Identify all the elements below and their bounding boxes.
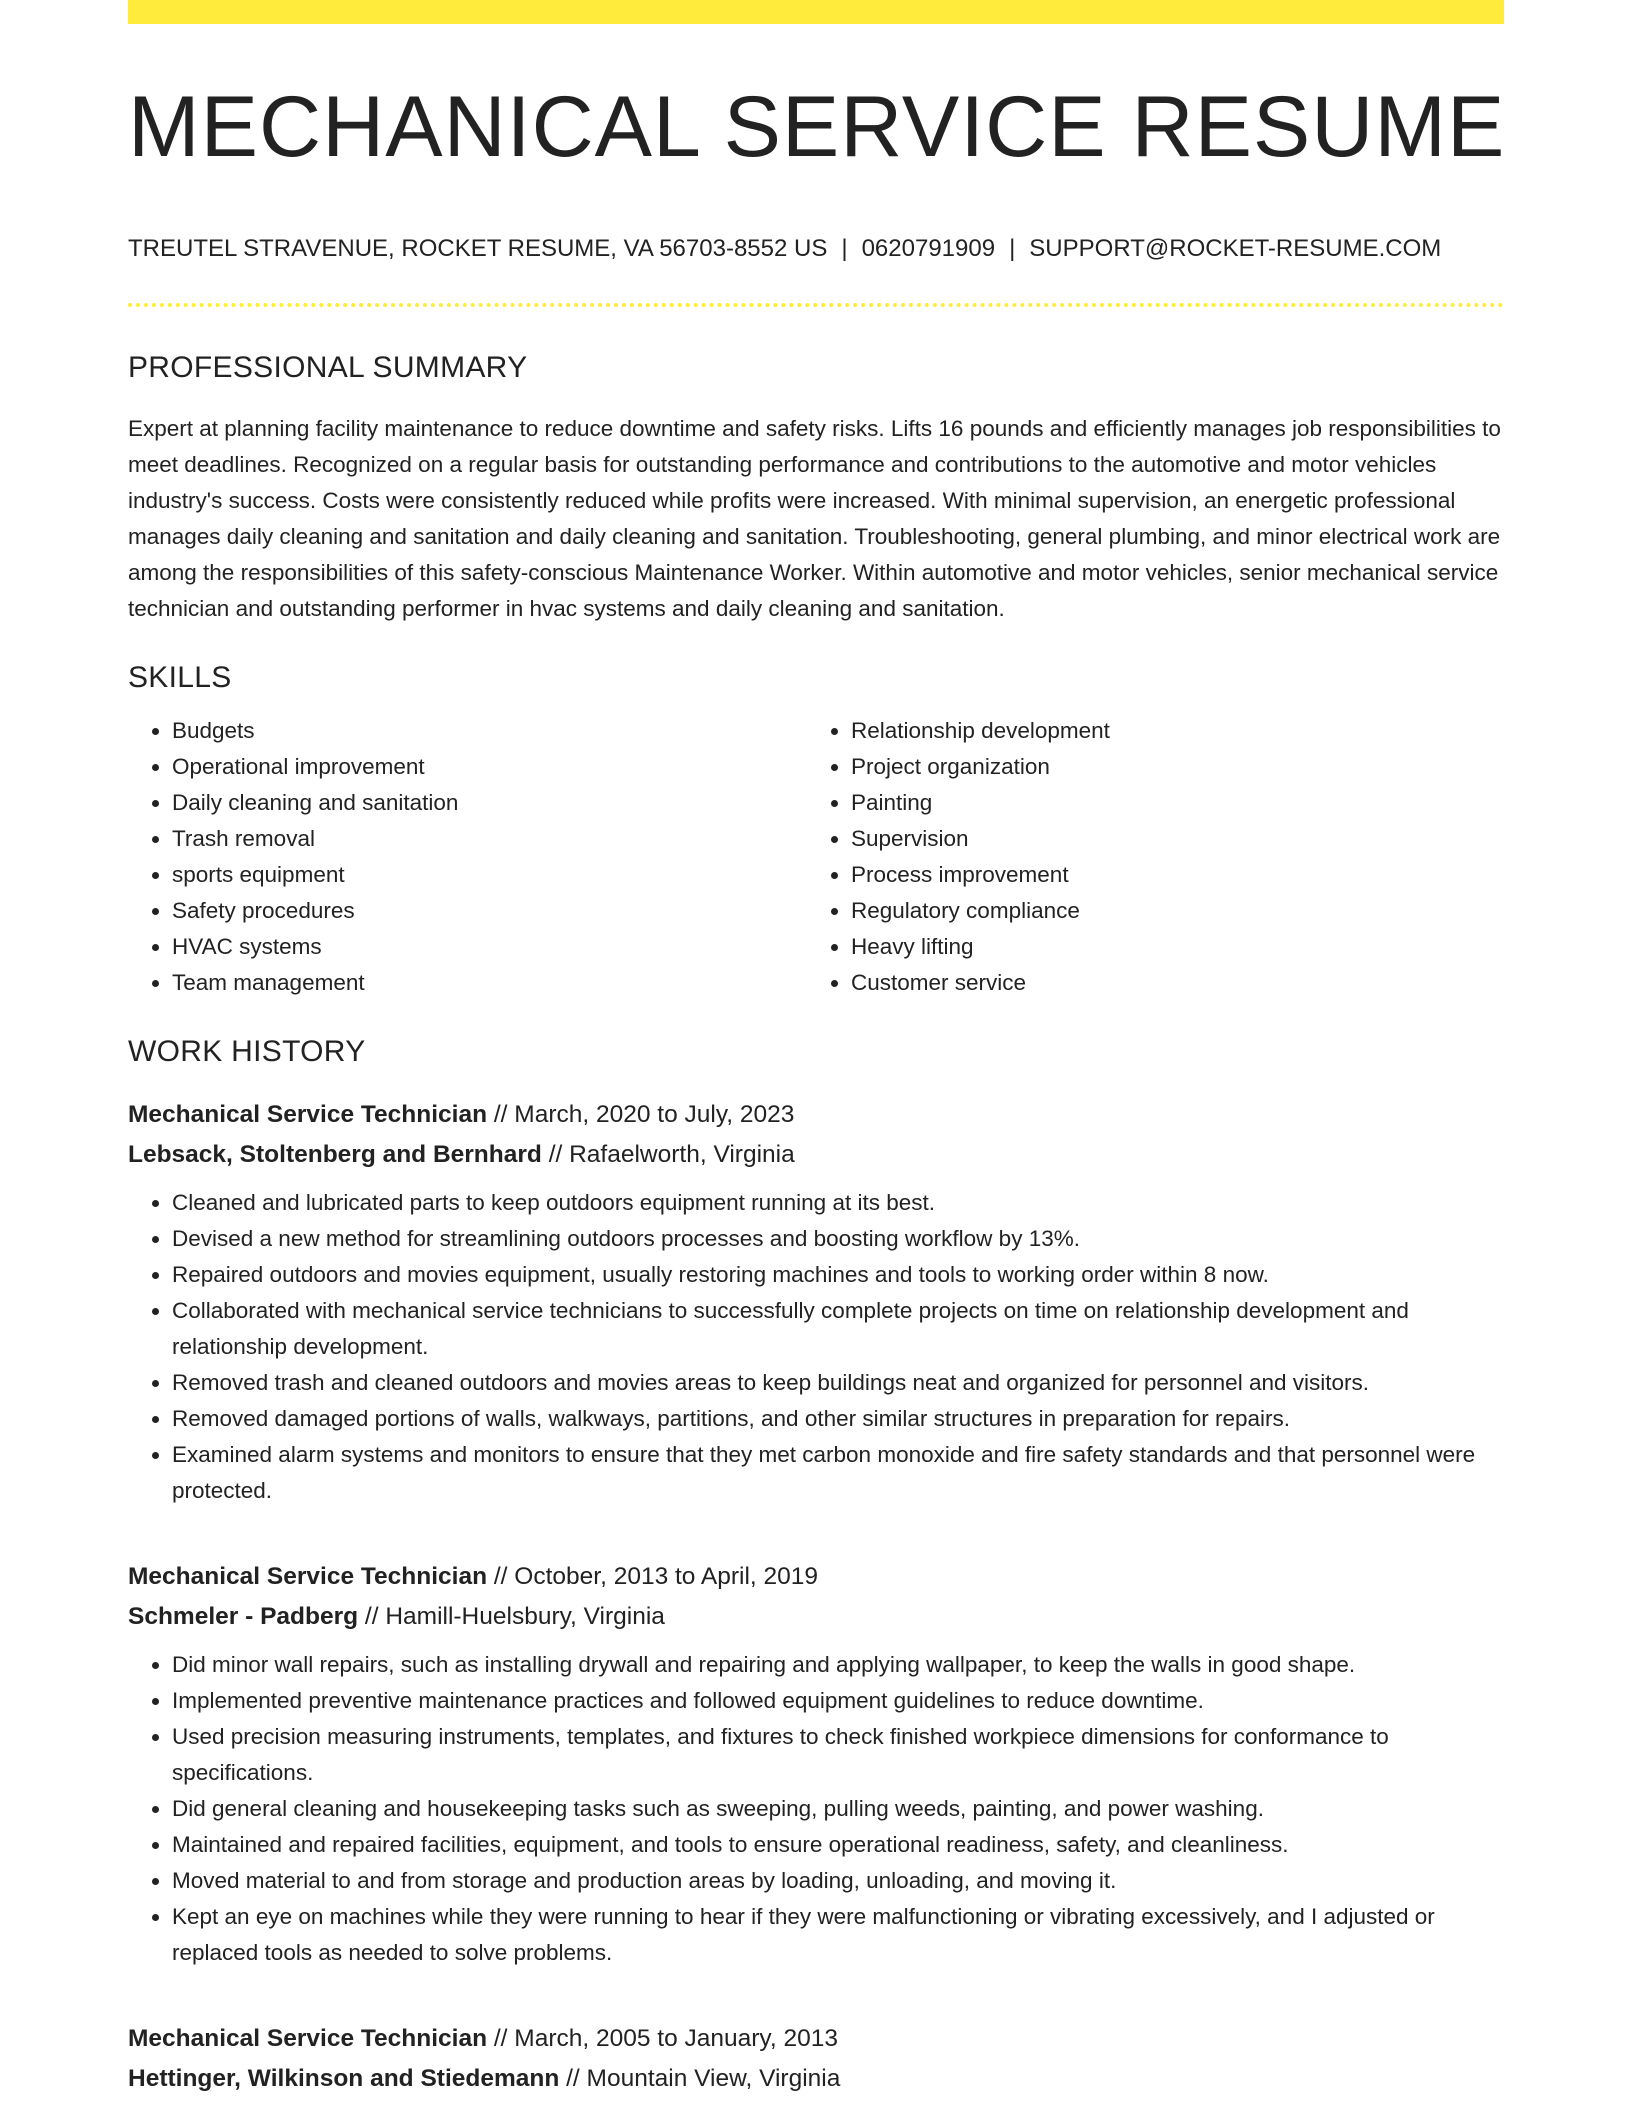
summary-heading: PROFESSIONAL SUMMARY [128,350,528,384]
job-bullet: • Removed damaged portions of walls, walkways, partitions, and other similar structures in preparation for repairs. [172,1401,1504,1437]
skill-item: • Painting [851,785,1486,821]
job-location: // Rafaelworth, Virginia [548,1140,795,1168]
work-history-heading: WORK HISTORY [128,1034,366,1068]
skill-item: • Process improvement [851,857,1486,893]
resume-page [128,0,1504,2099]
skill-item: • Project organization [851,749,1486,785]
contact-separator: | [1009,234,1016,262]
job-bullet: • Cleaned and lubricated parts to keep outdoors equipment running at its best. [172,1185,1504,1221]
contact-line [128,235,1504,263]
job-entry [128,2019,1504,2099]
job-bullet: • Did minor wall repairs, such as installing drywall and repairing and applying wallpaper, to keep the walls in good shape. [172,1647,1504,1683]
job-location: // Hamill-Huelsbury, Virginia [364,1602,665,1630]
job-company: Schmeler - Padberg [128,1602,359,1630]
job-bullet: • Implemented preventive maintenance practices and followed equipment guidelines to reduce downtime. [172,1683,1504,1719]
summary-text: Expert at planning facility maintenance to reduce downtime and safety risks. Lifts 16 pounds and efficiently manages job responsibilities to meet deadlines. Recognized on a regular basis for outstanding performance and contributions to the automotive and motor vehicles industry's success. Costs were consistently reduced while profits were increased. With minimal supervision, an energetic professional manages daily cleaning and sanitation and daily cleaning and sanitation. Troubleshooting, general plumbing, and minor electrical work are among the responsibilities of this safety-conscious Maintenance Worker. Within automotive and motor vehicles, senior mechanical service technician and outstanding performer in hvac systems and daily cleaning and sanitation. [128,415,1501,621]
job-bullet: • Examined alarm systems and monitors to ensure that they met carbon monoxide and fire safety standards and that personnel were protected. [172,1437,1504,1509]
job-bullet: • Used precision measuring instruments, templates, and fixtures to check finished workpiece dimensions for conformance to specifications. [172,1719,1504,1791]
job-role: Mechanical Service Technician [128,1100,488,1128]
job-bullet: • Collaborated with mechanical service technicians to successfully complete projects on time on relationship development and relationship development. [172,1293,1504,1365]
skills-column-left [128,713,807,1001]
email[interactable]: SUPPORT@ROCKET-RESUME.COM [1029,234,1442,262]
contact-separator: | [841,234,848,262]
skill-item: • sports equipment [172,857,807,893]
job-bullet: • Kept an eye on machines while they were running to hear if they were malfunctioning or vibrating excessively, and I adjusted or replaced tools as needed to solve problems. [172,1899,1504,1971]
job-company-line [128,2059,1504,2099]
top-accent-bar [128,0,1504,24]
job-role-line [128,2019,1504,2059]
job-company: Hettinger, Wilkinson and Stiedemann [128,2064,560,2092]
job-dates: // March, 2020 to July, 2023 [493,1100,795,1128]
job-entry [128,1095,1504,1509]
skills-column-right [807,713,1486,1001]
skill-item: • Supervision [851,821,1486,857]
skill-item: • HVAC systems [172,929,807,965]
job-bullets [128,1185,1504,1509]
job-bullet: • Moved material to and from storage and production areas by loading, unloading, and moving it. [172,1863,1504,1899]
skill-item: • Safety procedures [172,893,807,929]
skill-item: • Budgets [172,713,807,749]
skill-item: • Team management [172,965,807,1001]
job-company: Lebsack, Stoltenberg and Bernhard [128,1140,542,1168]
skill-item: • Daily cleaning and sanitation [172,785,807,821]
job-role-line [128,1095,1504,1135]
job-role: Mechanical Service Technician [128,1562,488,1590]
job-company-line [128,1597,1504,1637]
job-dates: // March, 2005 to January, 2013 [493,2024,838,2052]
job-bullets [128,1647,1504,1971]
job-bullet: • Removed trash and cleaned outdoors and movies areas to keep buildings neat and organized for personnel and visitors. [172,1365,1504,1401]
job-bullet: • Repaired outdoors and movies equipment, usually restoring machines and tools to working order within 8 now. [172,1257,1504,1293]
dotted-divider [128,303,1504,307]
job-bullet: • Devised a new method for streamlining outdoors processes and boosting workflow by 13%. [172,1221,1504,1257]
job-location: // Mountain View, Virginia [566,2064,841,2092]
job-company-line [128,1135,1504,1175]
address: TREUTEL STRAVENUE, ROCKET RESUME, VA 56703-8552 US [128,234,828,262]
skill-item: • Relationship development [851,713,1486,749]
skills-list [128,713,1504,1001]
job-dates: // October, 2013 to April, 2019 [493,1562,819,1590]
skill-item: • Trash removal [172,821,807,857]
phone: 0620791909 [861,234,996,262]
resume-title: MECHANICAL SERVICE RESUME [128,79,1506,175]
skill-item: • Customer service [851,965,1486,1001]
job-bullet: • Did general cleaning and housekeeping tasks such as sweeping, pulling weeds, painting, and power washing. [172,1791,1504,1827]
skill-item: • Regulatory compliance [851,893,1486,929]
job-bullet: • Maintained and repaired facilities, equipment, and tools to ensure operational readiness, safety, and cleanliness. [172,1827,1504,1863]
skills-heading: SKILLS [128,660,232,694]
skill-item: • Operational improvement [172,749,807,785]
job-role: Mechanical Service Technician [128,2024,488,2052]
skill-item: • Heavy lifting [851,929,1486,965]
job-role-line [128,1557,1504,1597]
job-entry [128,1557,1504,1971]
